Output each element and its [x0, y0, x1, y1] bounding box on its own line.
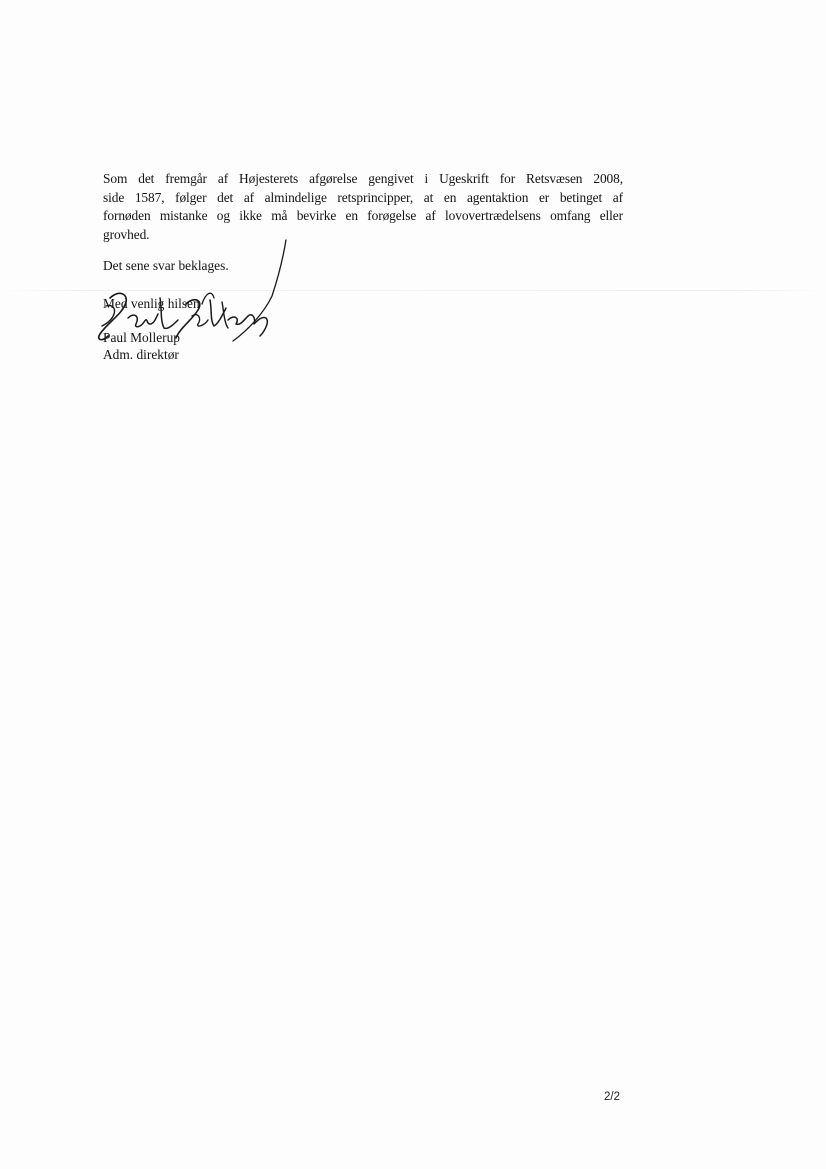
paragraph-line: fornøden mistanke og ikke må bevirke en forøgelse af lovovertrædelsens omfang eller: [103, 208, 623, 224]
signatory-name: Paul Mollerup: [103, 330, 180, 345]
signatory-title: Adm. direktør: [103, 347, 179, 362]
paragraph-line: side 1587, følger det af almindelige retsprincipper, at en agentaktion er betinget af: [103, 189, 623, 205]
closing-sentence: Det sene svar beklages.: [103, 258, 229, 273]
greeting: Med venlig hilsen: [103, 296, 200, 311]
paragraph-line: grovhed.: [103, 226, 150, 242]
letter-paragraph: [103, 170, 623, 244]
paragraph-line: Som det fremgår af Højesterets afgørelse gengivet i Ugeskrift for Retsvæsen 2008,: [103, 171, 623, 186]
page-number: 2/2: [604, 1091, 620, 1103]
